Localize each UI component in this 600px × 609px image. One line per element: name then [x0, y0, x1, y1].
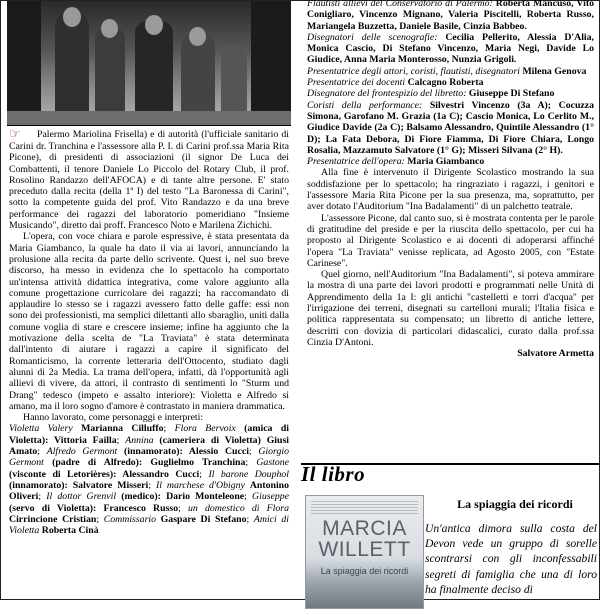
book-cover-title: La spiaggia dei ricordi [320, 566, 409, 576]
cast-role: Giorgio Germont [9, 446, 290, 469]
cast-role: Violetta Valery [9, 423, 73, 435]
left-column [9, 129, 289, 536]
credits-presentatrice-attori: Presentatrice degli attori, coristi, flautisti, disegnatori Milena Genova [307, 65, 587, 77]
cast-performer: (visconte di Letorières): Alessandro Cucci [9, 468, 200, 480]
cast-role: Commissario [103, 513, 157, 525]
cast-role: Amici di Violetta [9, 513, 290, 537]
cast-role: un domestico di Flora [188, 502, 289, 514]
right-column [307, 0, 594, 360]
cast-role: Flora Bervoix [174, 423, 236, 435]
cast-role: Gastone [256, 457, 289, 469]
performance-photo [7, 1, 291, 126]
right-paragraph-assessore: L'assessore Picone, dal canto suo, si è mostrata contenta per le parole di gratitudine del preside e per la riuscita dello spettacolo, per cui ha proposto al Dirigente Scolastico e ai docenti di adoperarsi affinché l'opera "La Traviata" venisse replicata, ad Agosto 2005, con "Estate Carinese". [307, 212, 594, 269]
cast-performer: (medico): Dario Monteleone [121, 491, 245, 503]
right-paragraph-giorno: Quel giorno, nell'Auditorium "Ina Badalamenti", si poteva ammirare la mostra di una parte dei lavori prodotti e programmati nelle Unità di Apprendimento della 1a I: gli antichi "castelletti e torri d'acqua" per l'irrigazione dei terreni, disegnati su cartelloni murali; l'Italia fisica e politica rappresentata su compensato; un libretto di antiche lettere, descritti con dovizia di particolari didascalici, curato dalla prof.ssa Cinzia D'Antoni. [307, 269, 594, 348]
right-paragraph-fine: Alla fine è intervenuto il Dirigente Scolastico mostrando la sua soddisfazione per lo spettacolo; ha ringraziato i ragazzi, i genitori e l'assessore Maria Rita Picone per la sua presenza, ma, soprattutto, per aver dotato l'Auditorium "Ina Badalamenti" di un palchetto teatrale. [307, 167, 594, 213]
cast-performer: (cameriera di Violetta) Giusi Amato [9, 434, 290, 458]
cast-role: Alfredo Germont [46, 446, 118, 458]
cast-role: Annina [125, 434, 154, 446]
cast-performer: (innamorato): Alessio Cucci [123, 446, 249, 458]
left-paragraph-2: L'opera, con voce chiara e parole espressive, è stata presentata da Maria Giambanco, la quale ha dato il via ai lavori, annunciando la prolusione alla recita da parte dello scrivente. Quest i, nel suo breve discorso, ha messo in evidenza che lo spettacolo ha comportato un'intensa attività didattica integrativa, come valore aggiunto alla comune progettazione curricolare dei ragazzi; ha raccomandato di applaudire lo stesso se i ragazzi avessero fatto delle gaffe: essi non sono dei professionisti, ma semplici dilettanti allo sbaraglio, uniti dalla comune voglia di stare e crescere insieme; infine ha aggiunto che la motivazione della scelta de "La Traviata" è stata determinata dall'intento di aiutare i ragazzi a capire il significato del Romanticismo, la corrente letteraria dell'Ottocento, studiato dagli alunni di 2a Media. La trama dell'opera, infatti, dà l'opportunità agli allievi di vivere, da attori, il contrasto di sentimenti lo "Sturm und Drang" tedesco (impeto e assalto interiore): Violetta e Alfredo si amano, ma il loro sogno d'amore è contrastato in maniera drammatica. [9, 231, 289, 412]
cast-performer: Antonino Oliveri [9, 479, 290, 503]
book-cover [305, 495, 424, 609]
cast-role: Giuseppe [252, 491, 290, 503]
credits-scenografie: Disegnatori delle scenografie: Cecilia Pellerito, Alessia D'Alia, Monica Cascio, Di Stefano Vincenzo, Maria Negi, Davide Lo Giudice, Anna Maria Monterosso, Nunzia Grigoli. [307, 31, 595, 66]
book-cover-author: MARCIA WILLETT [318, 517, 411, 561]
cast-performer: Roberta Cinà [41, 525, 99, 537]
credits-flautisti: Flautisti allievi del Conservatorio di Palermo: Roberta Mancuso, Vito Conigliaro, Vincenzo Mignano, Valeria Piscitelli, Roberta Russo, Mariangela Buzzetta, Daniele Basile, Cinzia Babbeo. [307, 0, 594, 32]
cast-role: Il barone Douphol [208, 468, 289, 480]
cast-performer: Gaspare Di Stefano [160, 513, 247, 525]
cast-performer: Cirrincione Cristian [9, 513, 97, 525]
book-section-tag: Il libro [301, 462, 366, 486]
cast-role: Il marchese d'Obigny [155, 479, 245, 491]
hand-pointer-icon: ☞ [9, 127, 21, 142]
left-paragraph-1: ☞ Palermo Mariolina Frisella) e di autorità (l'ufficiale sanitario di Carini dr. Tranchina e l'assessore alla P. I. di Carini prof.ssa Maria Rita Picone), di presidenti di associazioni (il signor De Luca dei Combattenti, il tenore Daniele Lo Piccolo del Rotary Club, il prof. Rosolino Randazzo dell'AFOCA) e di tante altre persone. E' stato preceduto dalla recita (della 1ª I) del testo "La Baronessa di Carini", sotto la competente guida del prof. Vito Randazzo e da una breve performance dei ragazzi del laboratorio pomeridiano "Insieme Musicando", diretto dai proff. Francesco Noto e Marilena Zichichi. [9, 127, 289, 232]
cast-list: Violetta Valery Marianna Cilluffo; Flora Bervoix (amica di Violetta): Vittoria Failla; Annina (cameriera di Violetta) Giusi Amato; Alfredo Germont (innamorato): Alessio Cucci; Giorgio Germont (padre di Alfredo): Guglielmo Tranchina; Gastone (visconte di Letorières): Alessandro Cucci; Il barone Douphol (innamorato): Salvatore Misseri; Il marchese d'Obigny Antonino Oliveri; Il dottor Grenvil (medico): Dario Monteleone; Giuseppe (servo di Violetta): Francesco Russo; un domestico di Flora Cirrincione Cristian; Commissario Gaspare Di Stefano; Amici di Violetta Roberta Cinà [9, 423, 290, 537]
credits-presentatrice-opera: Presentatrice dell'opera: Maria Giambanco [307, 156, 485, 168]
book-title: La spiaggia dei ricordi [457, 497, 573, 511]
credits-disegnatore: Disegnatore del frontespizio del libretto: Giuseppe Di Stefano [307, 88, 555, 100]
cast-performer: (servo di Violetta): Francesco Russo [9, 502, 179, 514]
credits-presentatrice-docenti: Presentatrice dei docenti Calcagno Roberta [307, 77, 484, 89]
left-paragraph-3: Hanno lavorato, come personaggi e interpreti: [23, 412, 204, 424]
cast-performer: (amica di Violetta): Vittoria Failla [9, 423, 289, 446]
credits-coristi: Coristi della performance: Silvestri Vincenzo (3a A); Cocuzza Simona, Garofano M. Grazia (1a C); Cascio Monica, Lo Cerlito M., Giudice Davide (2a C); Balsamo Alessandro, Quintile Alessandro (1° D); La Fata Debora, Di Fiore Fiamma, Di Fiore Chiara, Longo Rosalia, Mazzamuto Salvatore (1° G); Misseri Silvana (2° H). [307, 99, 594, 156]
cast-performer: Marianna Cilluffo [81, 423, 164, 435]
book-description: Un'antica dimora sulla costa del Devon vede un gruppo di sorelle scontrarsi con gli inconfessabili segreti di famiglia che una di loro ha finalmente deciso di [425, 522, 597, 596]
author-signature: Salvatore Armetta [517, 348, 594, 360]
cast-performer: (padre di Alfredo): Guglielmo Tranchina [52, 457, 246, 469]
cast-role: Il dottor Grenvil [46, 491, 117, 503]
cast-performer: (innamorato): Salvatore Misseri [9, 479, 149, 491]
book-box [301, 463, 600, 605]
